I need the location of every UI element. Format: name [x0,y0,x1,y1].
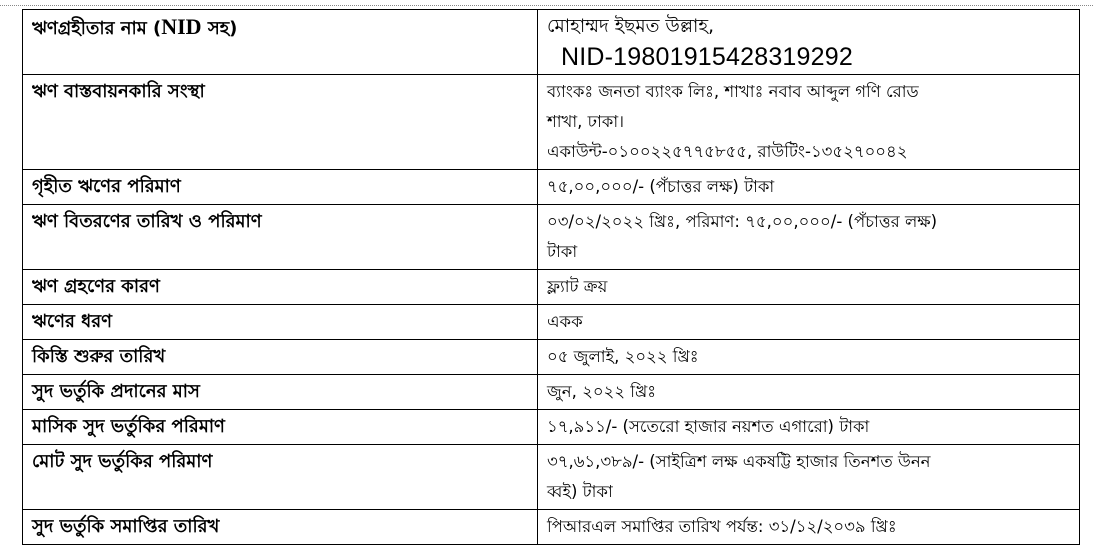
row-value [538,375,1080,410]
page-top-divider [0,0,1093,6]
row-label [23,10,538,75]
row-value [538,445,1080,510]
row-label: ঋণ গ্রহণের কারণ [23,270,538,305]
value-line: শাখা, ঢাকা। [547,112,625,131]
row-label: সুদ ভর্তুকি সমাপ্তির তারিখ [23,510,538,545]
borrower-nid: NID-19801915428319292 [561,43,853,71]
row-label: কিস্তি শুরুর তারিখ [23,340,538,375]
row-label: গৃহীত ঋণের পরিমাণ [23,170,538,205]
table-row-total-subsidy [23,445,1080,510]
row-label: সুদ ভর্তুকি প্রদানের মাস [23,375,538,410]
row-value [538,170,1080,205]
value-line: একক [547,312,583,331]
row-value [538,340,1080,375]
row-label: মাসিক সুদ ভর্তুকির পরিমাণ [23,410,538,445]
value-line: ০৫ জুলাই, ২০২২ খ্রিঃ [547,347,699,366]
row-value [538,205,1080,270]
value-line: ফ্ল্যাট ক্রয় [547,277,608,296]
value-line: ০৩/০২/২০২২ খ্রিঃ, পরিমাণ: ৭৫,০০,০০০/- (পঁচাত্তর লক্ষ) [547,212,938,231]
value-line: টাকা [547,242,578,261]
table-row-borrower [23,10,1080,75]
value-line: ব্বই) টাকা [547,482,613,501]
value-line: ব্যাংকঃ জনতা ব্যাংক লিঃ, শাখাঃ নবাব আব্দুল গণি রোড [547,82,919,101]
loan-details-table [22,9,1080,545]
table-row-installment-start [23,340,1080,375]
borrower-name: মোহাম্মদ ইছমত উল্লাহ, [547,16,714,37]
row-value [538,75,1080,170]
table-row-disbursement [23,205,1080,270]
value-line: জুন, ২০২২ খ্রিঃ [547,382,657,401]
label-nid-text: NID [161,14,202,39]
row-label: ঋণ বাস্তবায়নকারি সংস্থা [23,75,538,170]
value-line: ৭৫,০০,০০০/- (পঁচাত্তর লক্ষ) টাকা [547,177,775,196]
row-value [538,305,1080,340]
label-suffix-text: সহ) [201,18,238,39]
value-line: একাউন্ট-০১০০২২৫৭৭৫৮৫৫, রাউটিং-১৩৫২৭০০৪২ [547,142,908,161]
row-value [538,10,1080,75]
value-line: ৩৭,৬১,৩৮৯/- (সাইত্রিশ লক্ষ একষট্টি হাজার তিনশত উনন [547,452,931,471]
table-row-subsidy-month [23,375,1080,410]
value-line: পিআরএল সমাপ্তির তারিখ পর্যন্ত: ৩১/১২/২০৩৯ খ্রিঃ [547,517,897,536]
row-value [538,270,1080,305]
label-text: ঋণগ্রহীতার নাম ( [32,18,162,39]
row-value [538,410,1080,445]
table-row-loan-purpose [23,270,1080,305]
table-row-monthly-subsidy [23,410,1080,445]
table-row-subsidy-end [23,510,1080,545]
row-label: ঋণ বিতরণের তারিখ ও পরিমাণ [23,205,538,270]
table-row-loan-amount [23,170,1080,205]
row-label: ঋণের ধরণ [23,305,538,340]
value-line: ১৭,৯১১/- (সতেরো হাজার নয়শত এগারো) টাকা [547,417,870,436]
table-row-loan-type [23,305,1080,340]
table-row-implementing-agency [23,75,1080,170]
row-value [538,510,1080,545]
row-label: মোট সুদ ভর্তুকির পরিমাণ [23,445,538,510]
